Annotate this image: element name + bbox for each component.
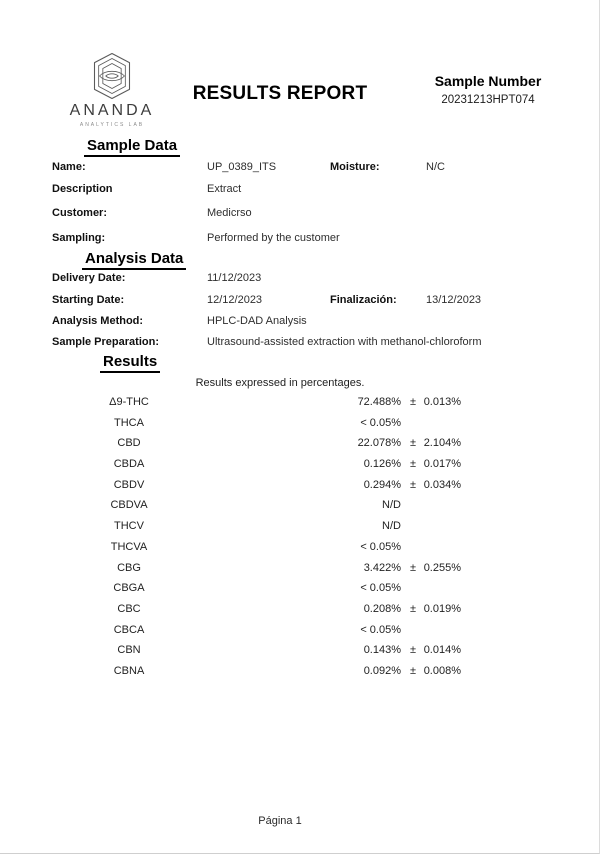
field-value: UP_0389_ITS bbox=[207, 161, 277, 173]
field-label: Analysis Method: bbox=[52, 315, 144, 327]
plus-minus-sign: ± bbox=[409, 561, 417, 574]
analysis-data-heading: Analysis Data bbox=[82, 250, 186, 270]
compound-uncertainty: 2.104% bbox=[423, 437, 461, 450]
page-number: Página 1 bbox=[258, 815, 302, 827]
compound-name: CBN bbox=[117, 644, 141, 657]
result-row bbox=[0, 624, 600, 645]
brand-tagline: ANALYTICS LAB bbox=[79, 122, 145, 128]
field-label: Description bbox=[52, 183, 113, 195]
result-row bbox=[0, 603, 600, 624]
compound-name: CBC bbox=[117, 602, 141, 615]
results-table bbox=[0, 396, 600, 686]
result-row bbox=[0, 417, 600, 438]
result-row bbox=[0, 437, 600, 458]
compound-uncertainty: 0.014% bbox=[423, 644, 461, 657]
field-label: Finalización: bbox=[330, 294, 397, 306]
field-value: Ultrasound-assisted extraction with methanol-chloroform bbox=[207, 336, 482, 348]
compound-name: Δ9-THC bbox=[109, 396, 149, 408]
result-row bbox=[0, 396, 600, 417]
results-note: Results expressed in percentages. bbox=[195, 377, 365, 389]
plus-minus-sign: ± bbox=[409, 437, 417, 450]
field-value: 13/12/2023 bbox=[426, 294, 482, 306]
compound-value: 0.092% bbox=[363, 664, 401, 677]
compound-value: 3.422% bbox=[363, 561, 401, 574]
compound-name: CBCA bbox=[113, 623, 145, 636]
compound-name: CBDA bbox=[113, 458, 145, 471]
compound-name: CBD bbox=[117, 437, 141, 450]
compound-value: N/D bbox=[382, 499, 401, 512]
compound-name: THCV bbox=[114, 520, 144, 533]
result-row bbox=[0, 582, 600, 603]
field-label: Starting Date: bbox=[52, 294, 125, 306]
compound-uncertainty: 0.255% bbox=[423, 561, 461, 574]
sample-number-value: 20231213HPT074 bbox=[441, 94, 535, 106]
field-label: Moisture: bbox=[330, 161, 380, 173]
plus-minus-sign: ± bbox=[409, 664, 417, 677]
compound-name: THCA bbox=[114, 416, 144, 429]
compound-uncertainty: 0.034% bbox=[423, 478, 461, 491]
field-value: Extract bbox=[207, 183, 242, 195]
compound-name: THCVA bbox=[110, 540, 148, 553]
compound-uncertainty: 0.017% bbox=[423, 458, 461, 471]
results-heading: Results bbox=[100, 353, 160, 373]
field-value: Performed by the customer bbox=[207, 232, 340, 244]
plus-minus-sign: ± bbox=[409, 458, 417, 471]
ananda-hexagon-logo-icon bbox=[87, 52, 137, 100]
result-row bbox=[0, 479, 600, 500]
field-value: HPLC-DAD Analysis bbox=[207, 315, 307, 327]
compound-uncertainty: 0.019% bbox=[423, 602, 461, 615]
compound-value: < 0.05% bbox=[360, 623, 401, 636]
plus-minus-sign: ± bbox=[409, 396, 417, 408]
brand-name: ANANDA bbox=[69, 102, 155, 119]
plus-minus-sign: ± bbox=[409, 602, 417, 615]
compound-value: N/D bbox=[382, 520, 401, 533]
compound-name: CBDVA bbox=[110, 499, 148, 512]
result-row bbox=[0, 499, 600, 520]
compound-name: CBNA bbox=[113, 664, 145, 677]
plus-minus-sign: ± bbox=[409, 478, 417, 491]
field-label: Name: bbox=[52, 161, 86, 173]
compound-name: CBGA bbox=[113, 582, 145, 595]
result-row bbox=[0, 458, 600, 479]
compound-value: < 0.05% bbox=[360, 582, 401, 595]
compound-value: 0.208% bbox=[363, 602, 401, 615]
compound-uncertainty: 0.008% bbox=[423, 664, 461, 677]
sample-number-block bbox=[418, 73, 558, 106]
field-value: Medicrso bbox=[207, 207, 252, 219]
sample-number-label: Sample Number bbox=[434, 73, 542, 89]
compound-value: 0.143% bbox=[363, 644, 401, 657]
field-label: Sampling: bbox=[52, 232, 106, 244]
field-label: Delivery Date: bbox=[52, 272, 126, 284]
compound-value: < 0.05% bbox=[360, 416, 401, 429]
result-row bbox=[0, 665, 600, 686]
field-value: N/C bbox=[426, 161, 445, 173]
compound-value: 0.294% bbox=[363, 478, 401, 491]
result-row bbox=[0, 562, 600, 583]
field-label: Sample Preparation: bbox=[52, 336, 159, 348]
compound-uncertainty: 0.013% bbox=[423, 396, 461, 408]
compound-value: 72.488% bbox=[357, 396, 401, 408]
field-value: 11/12/2023 bbox=[207, 272, 262, 284]
compound-value: 22.078% bbox=[357, 437, 401, 450]
plus-minus-sign: ± bbox=[409, 644, 417, 657]
sample-data-heading: Sample Data bbox=[84, 137, 180, 157]
result-row bbox=[0, 520, 600, 541]
result-row bbox=[0, 541, 600, 562]
compound-value: 0.126% bbox=[363, 458, 401, 471]
compound-name: CBDV bbox=[113, 478, 145, 491]
page-title: RESULTS REPORT bbox=[192, 83, 368, 104]
compound-name: CBG bbox=[117, 561, 141, 574]
field-label: Customer: bbox=[52, 207, 108, 219]
result-row bbox=[0, 644, 600, 665]
compound-value: < 0.05% bbox=[360, 540, 401, 553]
field-value: 12/12/2023 bbox=[207, 294, 263, 306]
